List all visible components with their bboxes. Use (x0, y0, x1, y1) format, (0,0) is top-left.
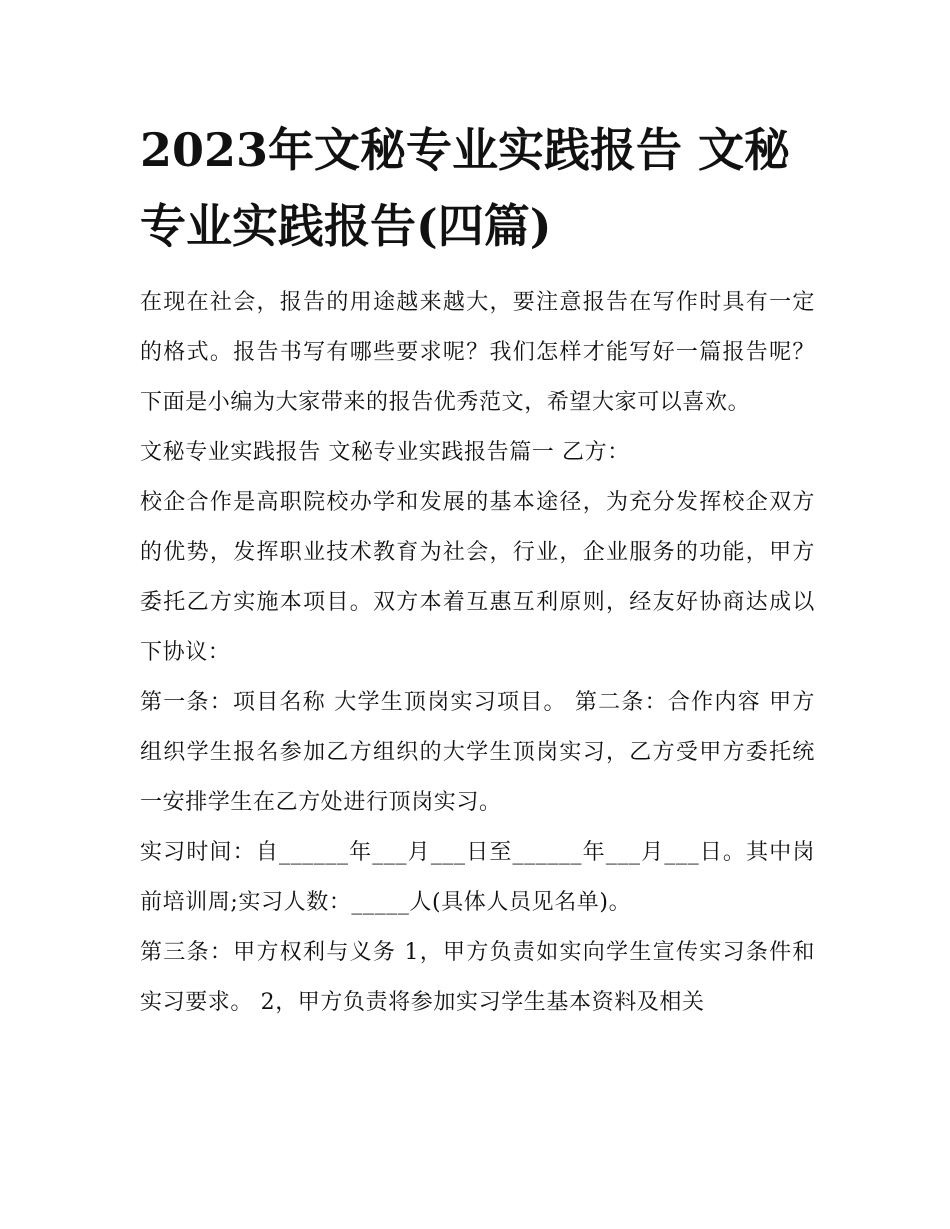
document-title: 2023年文秘专业实践报告 文秘专业实践报告(四篇) (140, 123, 791, 253)
paragraph-internship-time: 实习时间：自______年___月___日至______年___月___日。其中岗前培训周;实习人数：_____人(具体人员见名单)。 (140, 840, 815, 915)
paragraph-intro: 在现在社会，报告的用途越来越大，要注意报告在写作时具有一定的格式。报告书写有哪些要求呢？我们怎样才能写好一篇报告呢？下面是小编为大家带来的报告优秀范文，希望大家可以喜欢。 (140, 290, 815, 415)
document-body (140, 112, 815, 1028)
paragraph-cooperation: 校企合作是高职院校办学和发展的基本途径，为充分发挥校企双方的优势，发挥职业技术教育为社会，行业，企业服务的功能，甲方委托乙方实施本项目。双方本着互惠互利原则，经友好协商达成以下协议： (140, 490, 815, 665)
paragraph-article-one-two: 第一条：项目名称 大学生顶岗实习项目。 第二条：合作内容 甲方组织学生报名参加乙方组织的大学生顶岗实习，乙方受甲方委托统一安排学生在乙方处进行顶岗实习。 (140, 690, 815, 815)
paragraph-article-three: 第三条：甲方权利与义务 1，甲方负责如实向学生宣传实习条件和实习要求。 2，甲方负责将参加实习学生基本资料及相关 (140, 940, 815, 1015)
paragraph-section-heading: 文秘专业实践报告 文秘专业实践报告篇一 乙方： (140, 440, 630, 465)
